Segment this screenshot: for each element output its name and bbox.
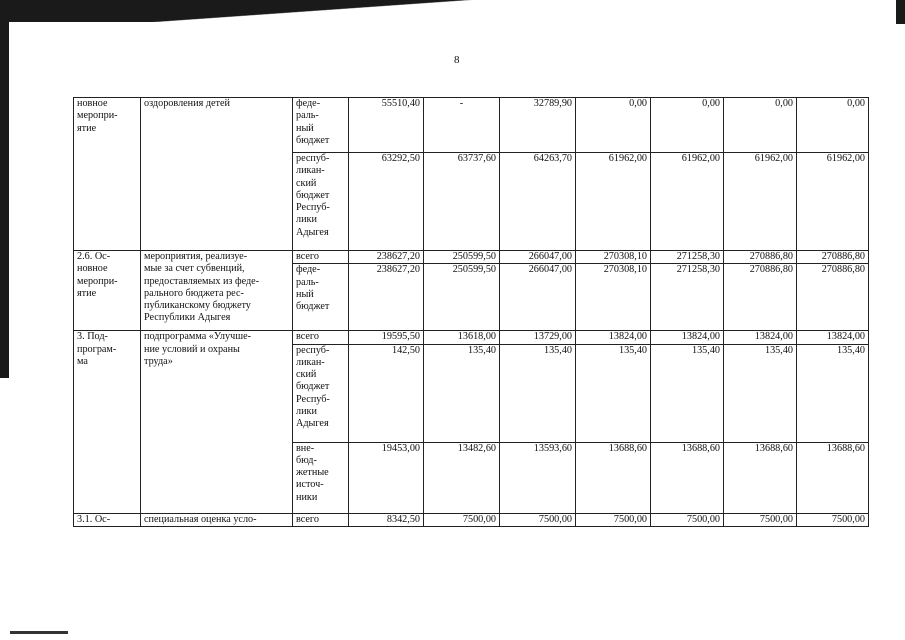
- value-cell: 13729,00: [500, 331, 576, 344]
- funding-source: всего: [293, 331, 349, 344]
- row-description: подпрограмма «Улучше- ние условий и охраны труда»: [141, 331, 293, 513]
- row-code: 2.6. Ос- новное меропри- ятие: [74, 251, 141, 331]
- value-cell: 135,40: [500, 344, 576, 442]
- value-cell: 135,40: [576, 344, 651, 442]
- scan-border-top: [0, 0, 905, 22]
- funding-source: респуб- ликан- ский бюджет Респуб- лики Адыгея: [293, 153, 349, 251]
- value-cell: 7500,00: [576, 513, 651, 526]
- value-cell: 61962,00: [797, 153, 869, 251]
- value-cell: 250599,50: [424, 251, 500, 264]
- value-cell: 270886,80: [724, 264, 797, 331]
- value-cell: 61962,00: [724, 153, 797, 251]
- value-cell: 135,40: [651, 344, 724, 442]
- value-cell: 13824,00: [651, 331, 724, 344]
- funding-source: всего: [293, 513, 349, 526]
- value-cell: 13618,00: [424, 331, 500, 344]
- value-cell: 0,00: [576, 98, 651, 153]
- value-cell: 13824,00: [724, 331, 797, 344]
- table-row: [74, 331, 869, 344]
- funding-source: всего: [293, 251, 349, 264]
- value-cell: 135,40: [724, 344, 797, 442]
- scan-border-left: [0, 0, 9, 378]
- value-cell: 13824,00: [797, 331, 869, 344]
- value-cell: 19453,00: [349, 442, 424, 513]
- value-cell: 7500,00: [797, 513, 869, 526]
- value-cell: 135,40: [797, 344, 869, 442]
- value-cell: 63737,60: [424, 153, 500, 251]
- value-cell: 13593,60: [500, 442, 576, 513]
- value-cell: 13688,60: [797, 442, 869, 513]
- value-cell: 0,00: [724, 98, 797, 153]
- funding-source: феде- раль- ный бюджет: [293, 264, 349, 331]
- value-cell: 55510,40: [349, 98, 424, 153]
- value-cell: 13688,60: [576, 442, 651, 513]
- value-cell: 270886,80: [797, 264, 869, 331]
- value-cell: 61962,00: [651, 153, 724, 251]
- value-cell: 270308,10: [576, 264, 651, 331]
- value-cell: 238627,20: [349, 264, 424, 331]
- value-cell: 7500,00: [724, 513, 797, 526]
- value-cell: 0,00: [651, 98, 724, 153]
- value-cell: 13824,00: [576, 331, 651, 344]
- value-cell: 19595,50: [349, 331, 424, 344]
- scan-border-right: [896, 0, 905, 24]
- value-cell: 13688,60: [724, 442, 797, 513]
- value-cell: 7500,00: [500, 513, 576, 526]
- table-row: [74, 98, 869, 153]
- value-cell: 270886,80: [724, 251, 797, 264]
- value-cell: 135,40: [424, 344, 500, 442]
- value-cell: 64263,70: [500, 153, 576, 251]
- value-cell: 61962,00: [576, 153, 651, 251]
- row-code: 3. Под- програм- ма: [74, 331, 141, 513]
- value-cell: 7500,00: [424, 513, 500, 526]
- value-cell: 266047,00: [500, 264, 576, 331]
- row-code: 3.1. Ос-: [74, 513, 141, 526]
- value-cell: 238627,20: [349, 251, 424, 264]
- value-cell: 32789,90: [500, 98, 576, 153]
- value-cell: 142,50: [349, 344, 424, 442]
- value-cell: 7500,00: [651, 513, 724, 526]
- value-cell: 63292,50: [349, 153, 424, 251]
- value-cell: 13482,60: [424, 442, 500, 513]
- value-cell: -: [424, 98, 500, 153]
- funding-source: вне- бюд- жетные источ- ники: [293, 442, 349, 513]
- value-cell: 0,00: [797, 98, 869, 153]
- page-number: 8: [454, 54, 460, 66]
- budget-table: [73, 97, 869, 527]
- row-code: новное меропри- ятие: [74, 98, 141, 251]
- value-cell: 8342,50: [349, 513, 424, 526]
- row-description: мероприятия, реализуе- мые за счет субвенций, предоставляемых из феде- рального бюджета рес- публиканскому бюджету Республики Адыгея: [141, 251, 293, 331]
- funding-source: феде- раль- ный бюджет: [293, 98, 349, 153]
- value-cell: 13688,60: [651, 442, 724, 513]
- scan-footnote-line: [10, 631, 68, 634]
- value-cell: 271258,30: [651, 264, 724, 331]
- value-cell: 266047,00: [500, 251, 576, 264]
- value-cell: 270886,80: [797, 251, 869, 264]
- value-cell: 270308,10: [576, 251, 651, 264]
- value-cell: 271258,30: [651, 251, 724, 264]
- value-cell: 250599,50: [424, 264, 500, 331]
- table-row: [74, 513, 869, 526]
- table-row: [74, 251, 869, 264]
- row-description: оздоровления детей: [141, 98, 293, 251]
- row-description: специальная оценка усло-: [141, 513, 293, 526]
- funding-source: респуб- ликан- ский бюджет Респуб- лики Адыгея: [293, 344, 349, 442]
